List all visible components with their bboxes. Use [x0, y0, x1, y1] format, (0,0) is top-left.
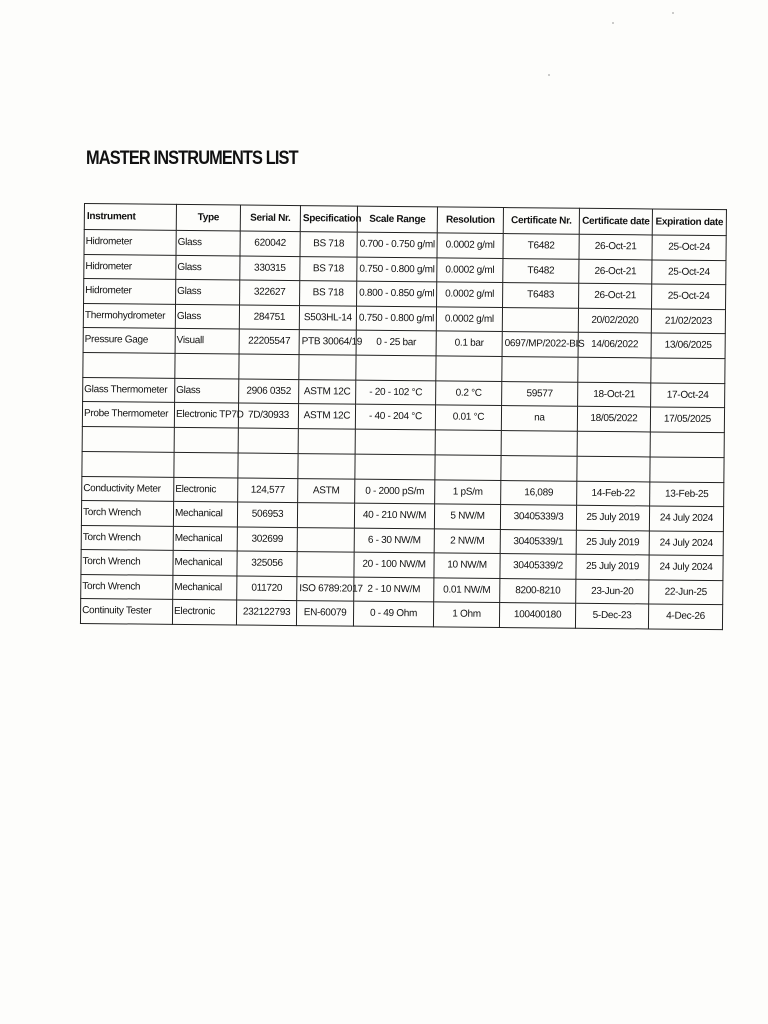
- cell-certificate-nr: 30405339/1: [500, 529, 576, 554]
- cell-specification: ASTM: [298, 478, 355, 503]
- cell-type: Electronic: [174, 477, 238, 502]
- column-header-scale-range: Scale Range: [357, 206, 437, 233]
- cell-expiration-date: 13-Feb-25: [650, 481, 724, 506]
- cell-serial-nr: 620042: [240, 231, 300, 256]
- column-header-type: Type: [176, 204, 240, 231]
- cell-serial-nr: 506953: [237, 502, 297, 527]
- cell-scale-range: 0.700 - 0.750 g/ml: [357, 232, 437, 257]
- column-header-instrument: Instrument: [84, 204, 176, 231]
- instruments-table-container: [80, 203, 727, 630]
- cell-type: [174, 427, 238, 453]
- cell-instrument: [82, 451, 174, 477]
- cell-resolution: [436, 355, 502, 381]
- cell-serial-nr: 124,577: [238, 477, 298, 502]
- cell-specification: [297, 503, 354, 528]
- cell-type: Mechanical: [173, 550, 237, 575]
- cell-serial-nr: [238, 427, 298, 453]
- column-header-expiration-date: Expiration date: [652, 209, 726, 236]
- cell-resolution: [435, 454, 501, 480]
- cell-resolution: 0.0002 g/ml: [437, 282, 503, 307]
- cell-expiration-date: [650, 431, 724, 457]
- cell-certificate-date: 26-Oct-21: [579, 234, 652, 259]
- scan-speck: [548, 74, 550, 76]
- cell-scale-range: 0 - 25 bar: [356, 330, 436, 355]
- cell-instrument: Conductivity Meter: [82, 476, 174, 501]
- cell-certificate-nr: 16,089: [501, 480, 577, 505]
- cell-expiration-date: 17-Oct-24: [651, 382, 725, 407]
- cell-instrument: Probe Thermometer: [82, 401, 174, 426]
- cell-expiration-date: 25-Oct-24: [652, 235, 726, 260]
- cell-certificate-nr: 100400180: [499, 603, 575, 628]
- cell-type: Electronic TP7D: [174, 402, 238, 427]
- cell-certificate-date: 14-Feb-22: [577, 481, 650, 506]
- cell-serial-nr: 302699: [237, 526, 297, 551]
- cell-scale-range: - 20 - 102 °C: [356, 380, 436, 405]
- cell-resolution: 1 Ohm: [433, 602, 499, 627]
- cell-serial-nr: 22205547: [239, 329, 299, 354]
- cell-instrument: Continuity Tester: [80, 598, 172, 623]
- cell-scale-range: 40 - 210 NW/M: [354, 503, 434, 528]
- cell-type: Visuall: [175, 328, 239, 353]
- cell-type: Mechanical: [173, 501, 237, 526]
- cell-specification: S503HL-14: [299, 305, 356, 330]
- cell-specification: EN-60079: [296, 601, 353, 626]
- cell-certificate-date: 26-Oct-21: [579, 259, 652, 284]
- cell-certificate-date: 23-Jun-20: [576, 579, 649, 604]
- cell-resolution: 0.0002 g/ml: [437, 257, 503, 282]
- cell-certificate-nr: 8200-8210: [500, 578, 576, 603]
- cell-certificate-nr: [502, 356, 578, 382]
- cell-expiration-date: 25-Oct-24: [652, 259, 726, 284]
- cell-expiration-date: 22-Jun-25: [649, 579, 723, 604]
- column-header-resolution: Resolution: [437, 207, 503, 234]
- cell-certificate-date: 26-Oct-21: [579, 283, 652, 308]
- cell-instrument: Torch Wrench: [81, 574, 173, 599]
- cell-specification: ASTM 12C: [298, 404, 355, 429]
- cell-resolution: 5 NW/M: [434, 504, 500, 529]
- cell-expiration-date: [651, 357, 725, 383]
- cell-certificate-date: 25 July 2019: [576, 554, 649, 579]
- cell-serial-nr: 232122793: [236, 600, 296, 625]
- cell-type: Mechanical: [173, 526, 237, 551]
- cell-expiration-date: 24 July 2024: [649, 555, 723, 580]
- cell-scale-range: [356, 355, 436, 381]
- cell-type: Glass: [176, 255, 240, 280]
- cell-certificate-date: [577, 456, 650, 482]
- cell-certificate-nr: [501, 455, 577, 481]
- cell-instrument: [83, 352, 175, 378]
- cell-resolution: [435, 429, 501, 455]
- cell-instrument: Hidrometer: [84, 279, 176, 304]
- cell-specification: [298, 428, 355, 454]
- cell-specification: [298, 453, 355, 479]
- cell-type: Electronic: [172, 599, 236, 624]
- column-header-certificate-date: Certificate date: [579, 208, 652, 235]
- instruments-table: [80, 203, 727, 630]
- cell-certificate-nr: T6482: [503, 258, 579, 283]
- cell-certificate-nr: 30405339/3: [500, 505, 576, 530]
- cell-certificate-date: 14/06/2022: [578, 332, 651, 357]
- cell-serial-nr: 7D/30933: [238, 403, 298, 428]
- cell-type: Glass: [175, 378, 239, 403]
- cell-certificate-date: 18-Oct-21: [578, 382, 651, 407]
- cell-expiration-date: 13/06/2025: [651, 333, 725, 358]
- cell-resolution: 0.01 NW/M: [434, 577, 500, 602]
- cell-type: [174, 452, 238, 478]
- cell-scale-range: 2 - 10 NW/M: [354, 577, 434, 602]
- cell-type: [175, 353, 239, 379]
- cell-certificate-date: [577, 431, 650, 457]
- cell-serial-nr: 325056: [237, 551, 297, 576]
- cell-instrument: Pressure Gage: [83, 327, 175, 352]
- cell-certificate-date: [578, 357, 651, 383]
- cell-serial-nr: 011720: [237, 575, 297, 600]
- cell-resolution: 0.0002 g/ml: [437, 233, 503, 258]
- cell-serial-nr: 330315: [240, 255, 300, 280]
- cell-specification: PTB 30064/19: [299, 330, 356, 355]
- cell-expiration-date: 21/02/2023: [651, 308, 725, 333]
- cell-certificate-date: 5-Dec-23: [575, 603, 648, 628]
- cell-instrument: Hidrometer: [84, 230, 176, 255]
- cell-certificate-nr: 30405339/2: [500, 554, 576, 579]
- cell-resolution: 0.01 °C: [435, 405, 501, 430]
- cell-resolution: 10 NW/M: [434, 553, 500, 578]
- cell-resolution: 0.2 °C: [436, 380, 502, 405]
- cell-certificate-date: 25 July 2019: [576, 530, 649, 555]
- cell-type: Glass: [176, 279, 240, 304]
- cell-specification: [299, 354, 356, 380]
- cell-scale-range: 20 - 100 NW/M: [354, 552, 434, 577]
- scan-speck: [672, 12, 674, 14]
- cell-certificate-date: 18/05/2022: [577, 406, 650, 431]
- cell-specification: ASTM 12C: [299, 379, 356, 404]
- cell-scale-range: [355, 429, 435, 455]
- table-row: [80, 598, 722, 629]
- cell-serial-nr: [238, 452, 298, 478]
- cell-type: Mechanical: [173, 575, 237, 600]
- cell-certificate-nr: [502, 307, 578, 332]
- cell-specification: BS 718: [300, 256, 357, 281]
- cell-expiration-date: 17/05/2025: [650, 407, 724, 432]
- cell-serial-nr: 284751: [239, 304, 299, 329]
- cell-specification: BS 718: [300, 232, 357, 257]
- cell-scale-range: 6 - 30 NW/M: [354, 528, 434, 553]
- cell-certificate-nr: T6483: [503, 283, 579, 308]
- cell-scale-range: [355, 454, 435, 480]
- cell-instrument: Torch Wrench: [81, 525, 173, 550]
- cell-scale-range: - 40 - 204 °C: [355, 404, 435, 429]
- cell-specification: BS 718: [300, 281, 357, 306]
- cell-scale-range: 0 - 49 Ohm: [353, 601, 433, 626]
- cell-certificate-nr: 0697/MP/2022-BIS: [502, 332, 578, 357]
- cell-serial-nr: [239, 353, 299, 379]
- cell-certificate-date: 20/02/2020: [578, 308, 651, 333]
- cell-resolution: 0.0002 g/ml: [436, 306, 502, 331]
- table-body: [80, 230, 726, 630]
- cell-type: Glass: [176, 230, 240, 255]
- cell-serial-nr: 322627: [240, 280, 300, 305]
- column-header-certificate-nr: Certificate Nr.: [503, 208, 579, 235]
- cell-certificate-date: 25 July 2019: [576, 505, 649, 530]
- column-header-serial-nr: Serial Nr.: [240, 205, 300, 232]
- cell-certificate-nr: [501, 430, 577, 456]
- cell-scale-range: 0.800 - 0.850 g/ml: [357, 281, 437, 306]
- cell-instrument: Torch Wrench: [81, 500, 173, 525]
- cell-specification: [297, 527, 354, 552]
- cell-expiration-date: [650, 456, 724, 482]
- cell-expiration-date: 24 July 2024: [649, 506, 723, 531]
- cell-instrument: Glass Thermometer: [83, 377, 175, 402]
- cell-resolution: 1 pS/m: [435, 479, 501, 504]
- cell-type: Glass: [175, 304, 239, 329]
- cell-scale-range: 0.750 - 0.800 g/ml: [356, 306, 436, 331]
- cell-resolution: 2 NW/M: [434, 528, 500, 553]
- cell-expiration-date: 25-Oct-24: [652, 284, 726, 309]
- cell-certificate-nr: T6482: [503, 234, 579, 259]
- cell-serial-nr: 2906 0352: [239, 378, 299, 403]
- cell-specification: [297, 552, 354, 577]
- scan-speck: [612, 22, 614, 24]
- cell-instrument: Hidrometer: [84, 254, 176, 279]
- cell-instrument: [82, 426, 174, 452]
- cell-certificate-nr: 59577: [502, 381, 578, 406]
- cell-scale-range: 0 - 2000 pS/m: [355, 479, 435, 504]
- cell-expiration-date: 4-Dec-26: [648, 604, 722, 629]
- cell-instrument: Torch Wrench: [81, 549, 173, 574]
- column-header-specification: Specification: [300, 206, 357, 233]
- cell-certificate-nr: na: [501, 406, 577, 431]
- cell-instrument: Thermohydrometer: [83, 303, 175, 328]
- cell-expiration-date: 24 July 2024: [649, 530, 723, 555]
- cell-scale-range: 0.750 - 0.800 g/ml: [357, 257, 437, 282]
- cell-resolution: 0.1 bar: [436, 331, 502, 356]
- cell-specification: ISO 6789:2017: [297, 576, 354, 601]
- page-title: MASTER INSTRUMENTS LIST: [86, 148, 298, 169]
